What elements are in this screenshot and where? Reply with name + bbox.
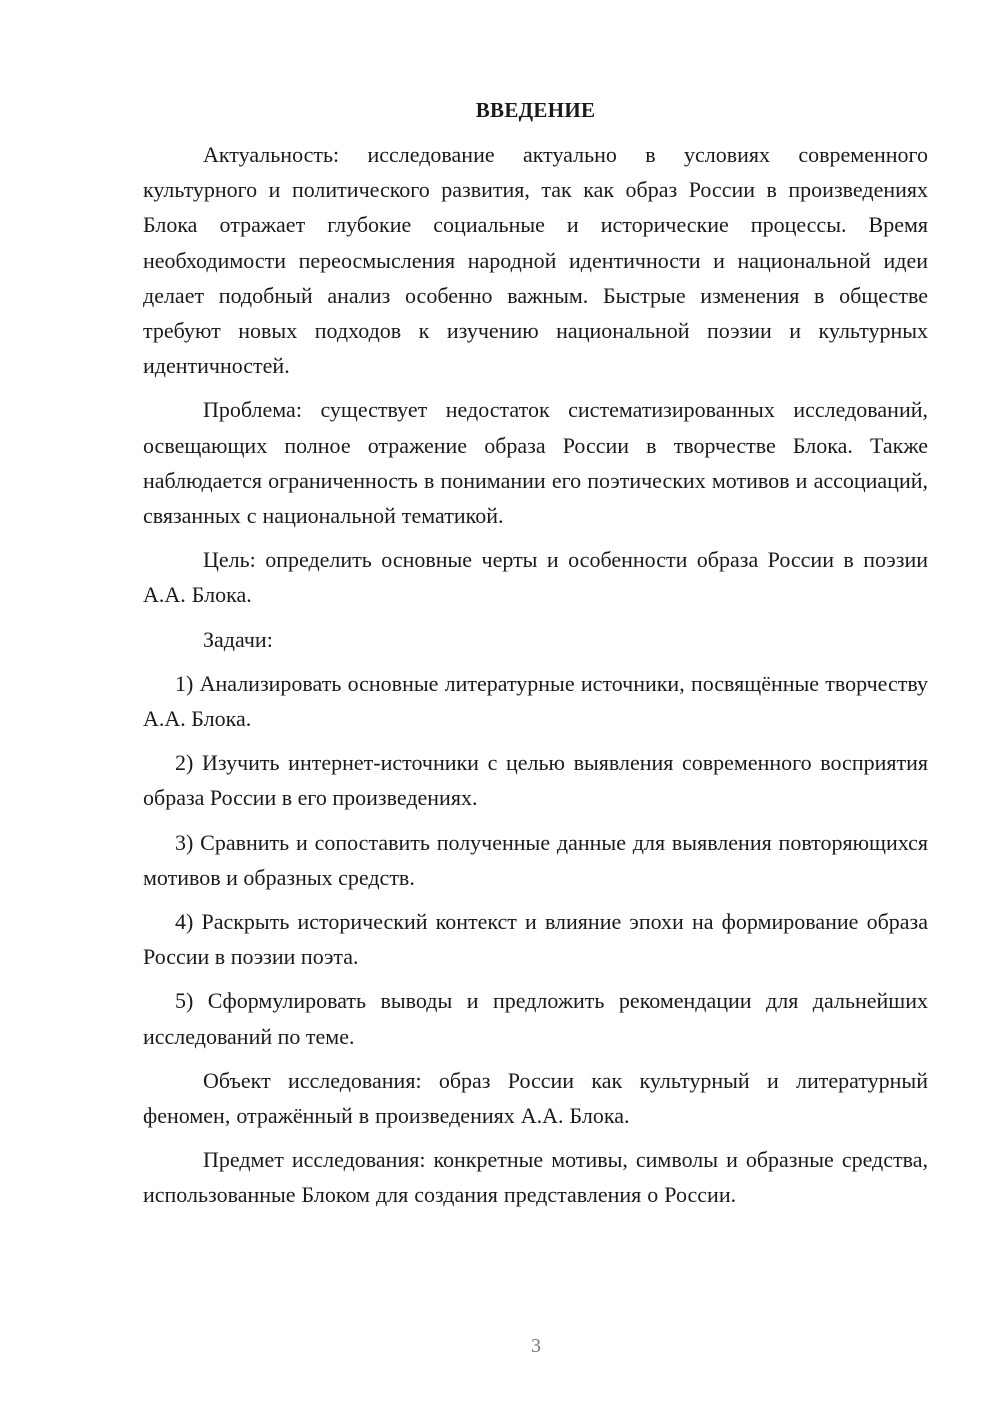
section-title: ВВЕДЕНИЕ [475, 98, 596, 122]
task-item-1: 1) Анализировать основные литературные источники, посвящённые творчеству А.А. Блока. [143, 670, 928, 732]
page-content [143, 95, 928, 1222]
paragraph-problem: Проблема: существует недостаток систематизированных исследований, освещающих полное отражение образа России в творчестве Блока. Также наблюдается ограниченность в понимании его поэтических мотивов и ассоциаций, связанных с национальной тематикой. [143, 397, 928, 529]
paragraph-subject: Предмет исследования: конкретные мотивы, символы и образные средства, использованные Блоком для создания представления о России. [143, 1147, 928, 1208]
page-number: 3 [531, 1335, 541, 1357]
task-item-4: 4) Раскрыть исторический контекст и влияние эпохи на формирование образа России в поэзии поэта. [143, 909, 928, 970]
paragraph-tasks-heading: Задачи: [203, 626, 273, 652]
paragraph-object: Объект исследования: образ России как культурный и литературный феномен, отражённый в произведениях А.А. Блока. [143, 1067, 928, 1129]
task-item-3: 3) Сравнить и сопоставить полученные данные для выявления повторяющихся мотивов и образных средств. [143, 829, 928, 890]
task-item-5: 5) Сформулировать выводы и предложить рекомендации для дальнейших исследований по теме. [143, 988, 928, 1049]
task-item-2: 2) Изучить интернет-источники с целью выявления современного восприятия образа России в его произведениях. [143, 750, 928, 811]
paragraph-goal: Цель: определить основные черты и особенности образа России в поэзии А.А. Блока. [143, 547, 928, 608]
paragraph-relevance: Актуальность: исследование актуально в условиях современного культурного и политического развития, так как образ России в произведениях Блока отражает глубокие социальные и исторические процессы. Время необходимости переосмысления народной идентичности и национальной идеи делает подобный анализ особенно важным. Быстрые изменения в обществе требуют новых подходов к изучению национальной поэзии и культурных идентичностей. [143, 142, 928, 379]
